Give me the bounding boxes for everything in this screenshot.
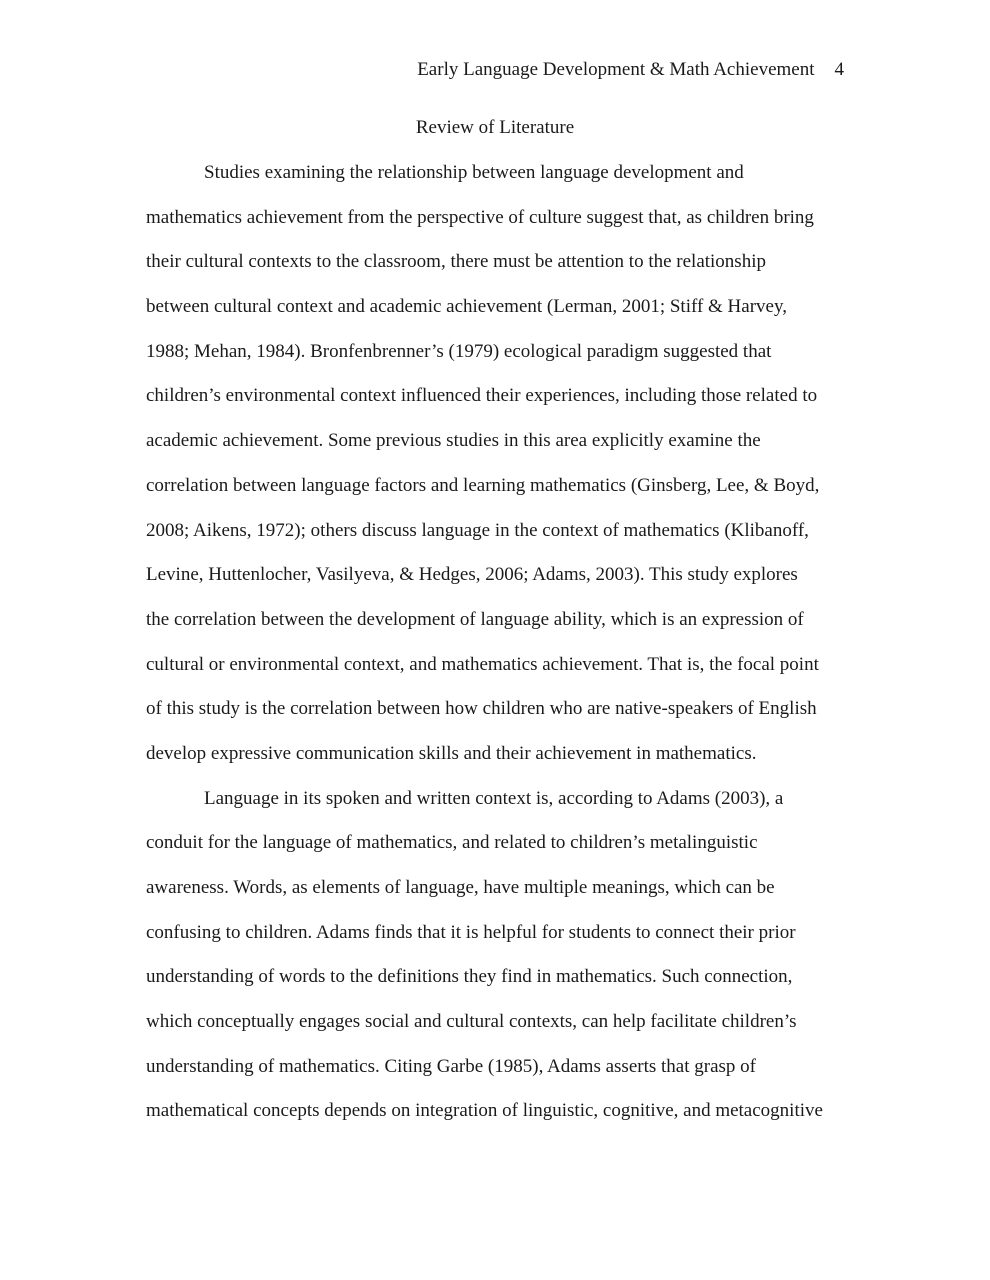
text-line: between cultural context and academic achievement (Lerman, 2001; Stiff & Harvey, bbox=[146, 296, 787, 318]
text-line: which conceptually engages social and cultural contexts, can help facilitate children’s bbox=[146, 1011, 797, 1033]
text-line: understanding of mathematics. Citing Garbe (1985), Adams asserts that grasp of bbox=[146, 1055, 756, 1077]
text-line: 1988; Mehan, 1984). Bronfenbrenner’s (1979) ecological paradigm suggested that bbox=[146, 340, 772, 362]
text-line: Levine, Huttenlocher, Vasilyeva, & Hedges, 2006; Adams, 2003). This study explores bbox=[146, 564, 798, 586]
text-line: academic achievement. Some previous studies in this area explicitly examine the bbox=[146, 430, 761, 452]
text-line: their cultural contexts to the classroom, there must be attention to the relationship bbox=[146, 251, 766, 273]
text-line: confusing to children. Adams finds that it is helpful for students to connect their prior bbox=[146, 921, 796, 943]
running-head-title: Early Language Development & Math Achievement bbox=[417, 59, 815, 80]
section-heading: Review of Literature bbox=[415, 117, 575, 138]
text-line: children’s environmental context influenced their experiences, including those related to bbox=[146, 385, 818, 407]
text-line: of this study is the correlation between how children who are native-speakers of English bbox=[146, 698, 817, 720]
text-line: awareness. Words, as elements of language, have multiple meanings, which can be bbox=[146, 877, 775, 898]
text-line: mathematical concepts depends on integration of linguistic, cognitive, and metacognitive bbox=[146, 1100, 823, 1122]
running-head bbox=[417, 58, 844, 82]
text-line: mathematics achievement from the perspective of culture suggest that, as children bring bbox=[146, 206, 814, 228]
text-line: cultural or environmental context, and mathematics achievement. That is, the focal point bbox=[146, 653, 819, 675]
text-line: 2008; Aikens, 1972); others discuss language in the context of mathematics (Klibanoff, bbox=[146, 519, 809, 541]
text-line: correlation between language factors and learning mathematics (Ginsberg, Lee, & Boyd, bbox=[146, 474, 820, 496]
text-line: the correlation between the development of language ability, which is an expression of bbox=[146, 608, 804, 630]
text-line: understanding of words to the definitions they find in mathematics. Such connection, bbox=[146, 966, 793, 988]
body-text bbox=[146, 161, 846, 1144]
text-line: conduit for the language of mathematics, and related to children’s metalinguistic bbox=[146, 832, 758, 854]
text-line: develop expressive communication skills and their achievement in mathematics. bbox=[146, 742, 757, 764]
text-line: Language in its spoken and written context is, according to Adams (2003), a bbox=[204, 787, 784, 809]
page-number: 4 bbox=[834, 59, 844, 80]
text-line: Studies examining the relationship between language development and bbox=[204, 162, 744, 183]
